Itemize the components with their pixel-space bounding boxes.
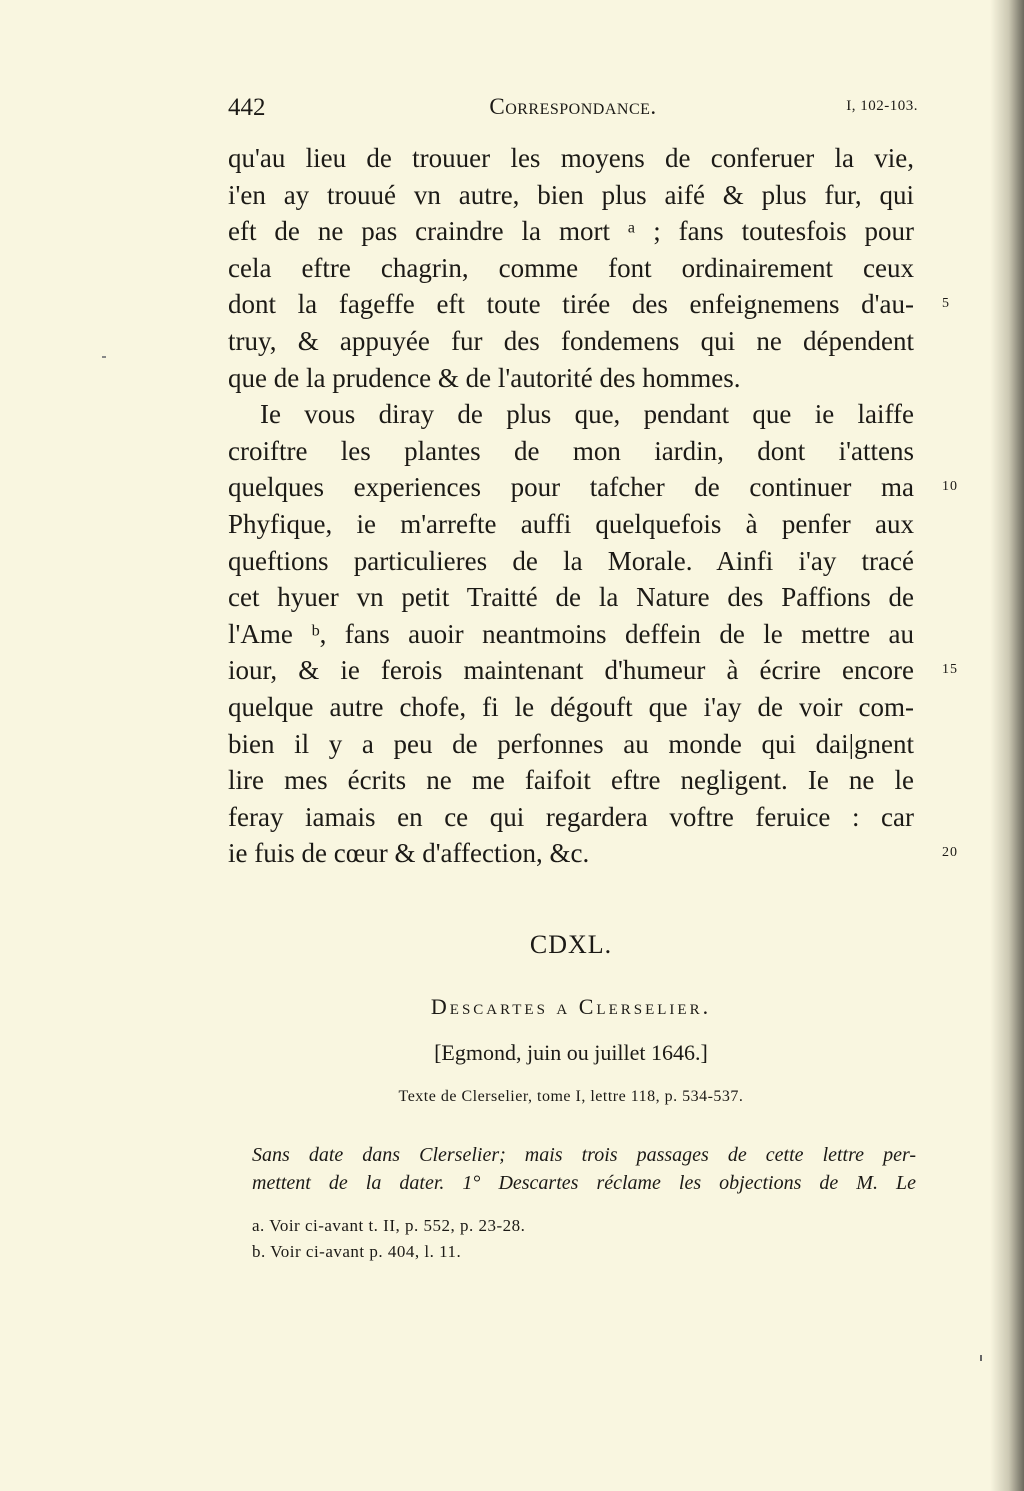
footnotes	[252, 1213, 916, 1265]
text-line: qu'au lieu de trouuer les moyens de conferuer la vie,	[228, 143, 914, 173]
footnote: a. Voir ci-avant t. II, p. 552, p. 23-28.	[252, 1216, 526, 1235]
text-line: iour, & ie ferois maintenant d'humeur à écrire encore 15	[228, 652, 914, 689]
editorial-intro	[252, 1141, 916, 1197]
text-line: Ie vous diray de plus que, pendant que ie laiffe	[260, 399, 914, 430]
text-line: lire mes écrits ne me faifoit eftre negligent. Ie ne le	[228, 765, 914, 796]
running-title: Correspondance.	[489, 94, 657, 119]
letter-heading: Descartes a Clerselier.	[430, 994, 712, 1019]
letter-date: [Egmond, juin ou juillet 1646.]	[434, 1040, 708, 1065]
text-line: truy, & appuyée fur des fondemens qui ne dépendent	[228, 325, 914, 356]
text-line: croiftre les plantes de mon iardin, dont i'attens	[228, 435, 914, 466]
volume-reference: I, 102-103.	[846, 98, 918, 114]
page-number: 442	[228, 94, 266, 121]
text-line: cela eftre chagrin, comme font ordinairement ceux	[228, 252, 914, 283]
page-edge-shadow	[990, 0, 1024, 1491]
line-number: 5	[942, 296, 950, 312]
scan-mark	[102, 356, 106, 358]
text-line: eft de ne pas craindre la mort ᵃ ; fans toutesfois pour	[228, 216, 914, 247]
text-line: cet hyuer vn petit Traitté de la Nature des Paffions de	[228, 582, 914, 613]
letter-number: CDXL.	[529, 930, 613, 959]
text-line: queftions particulieres de la Morale. Ainfi i'ay tracé	[228, 545, 914, 576]
text-line: l'Ame ᵇ, fans auoir neantmoins deffein de le mettre au	[228, 618, 914, 649]
text-line: bien il y a peu de perfonnes au monde qui dai|gnent	[228, 728, 914, 759]
body-text	[228, 140, 958, 872]
footnote: b. Voir ci-avant p. 404, l. 11.	[252, 1242, 462, 1261]
text-line: feray iamais en ce qui regardera voftre feruice : car	[228, 801, 914, 832]
line-number: 15	[942, 662, 958, 678]
intro-line: mettent de la dater. 1° Descartes réclame les objections de M. Le	[252, 1172, 916, 1194]
text-line: quelque autre chofe, fi le dégouft que i'ay de voir com-	[228, 691, 914, 722]
line-number: 20	[942, 845, 958, 861]
text-line: dont la fageffe eft toute tirée des enfeignemens d'au- 5	[228, 286, 914, 323]
intro-line: Sans date dans Clerselier; mais trois passages de cette lettre per-	[252, 1144, 916, 1166]
text-line: ie fuis de cœur & d'affection, &c. 20	[228, 835, 914, 872]
letter-source: Texte de Clerselier, tome I, lettre 118, p. 534-537.	[398, 1088, 744, 1105]
text-line: que de la prudence & de l'autorité des hommes.	[228, 362, 741, 393]
scan-mark	[980, 1355, 982, 1361]
text-line: i'en ay trouué vn autre, bien plus aifé & plus fur, qui	[228, 179, 914, 210]
running-head	[228, 92, 918, 126]
text-line: quelques experiences pour tafcher de continuer ma 10	[228, 469, 914, 506]
line-number: 10	[942, 479, 958, 495]
text-line: Phyfique, ie m'arrefte auffi quelquefois à penfer aux	[228, 508, 914, 539]
